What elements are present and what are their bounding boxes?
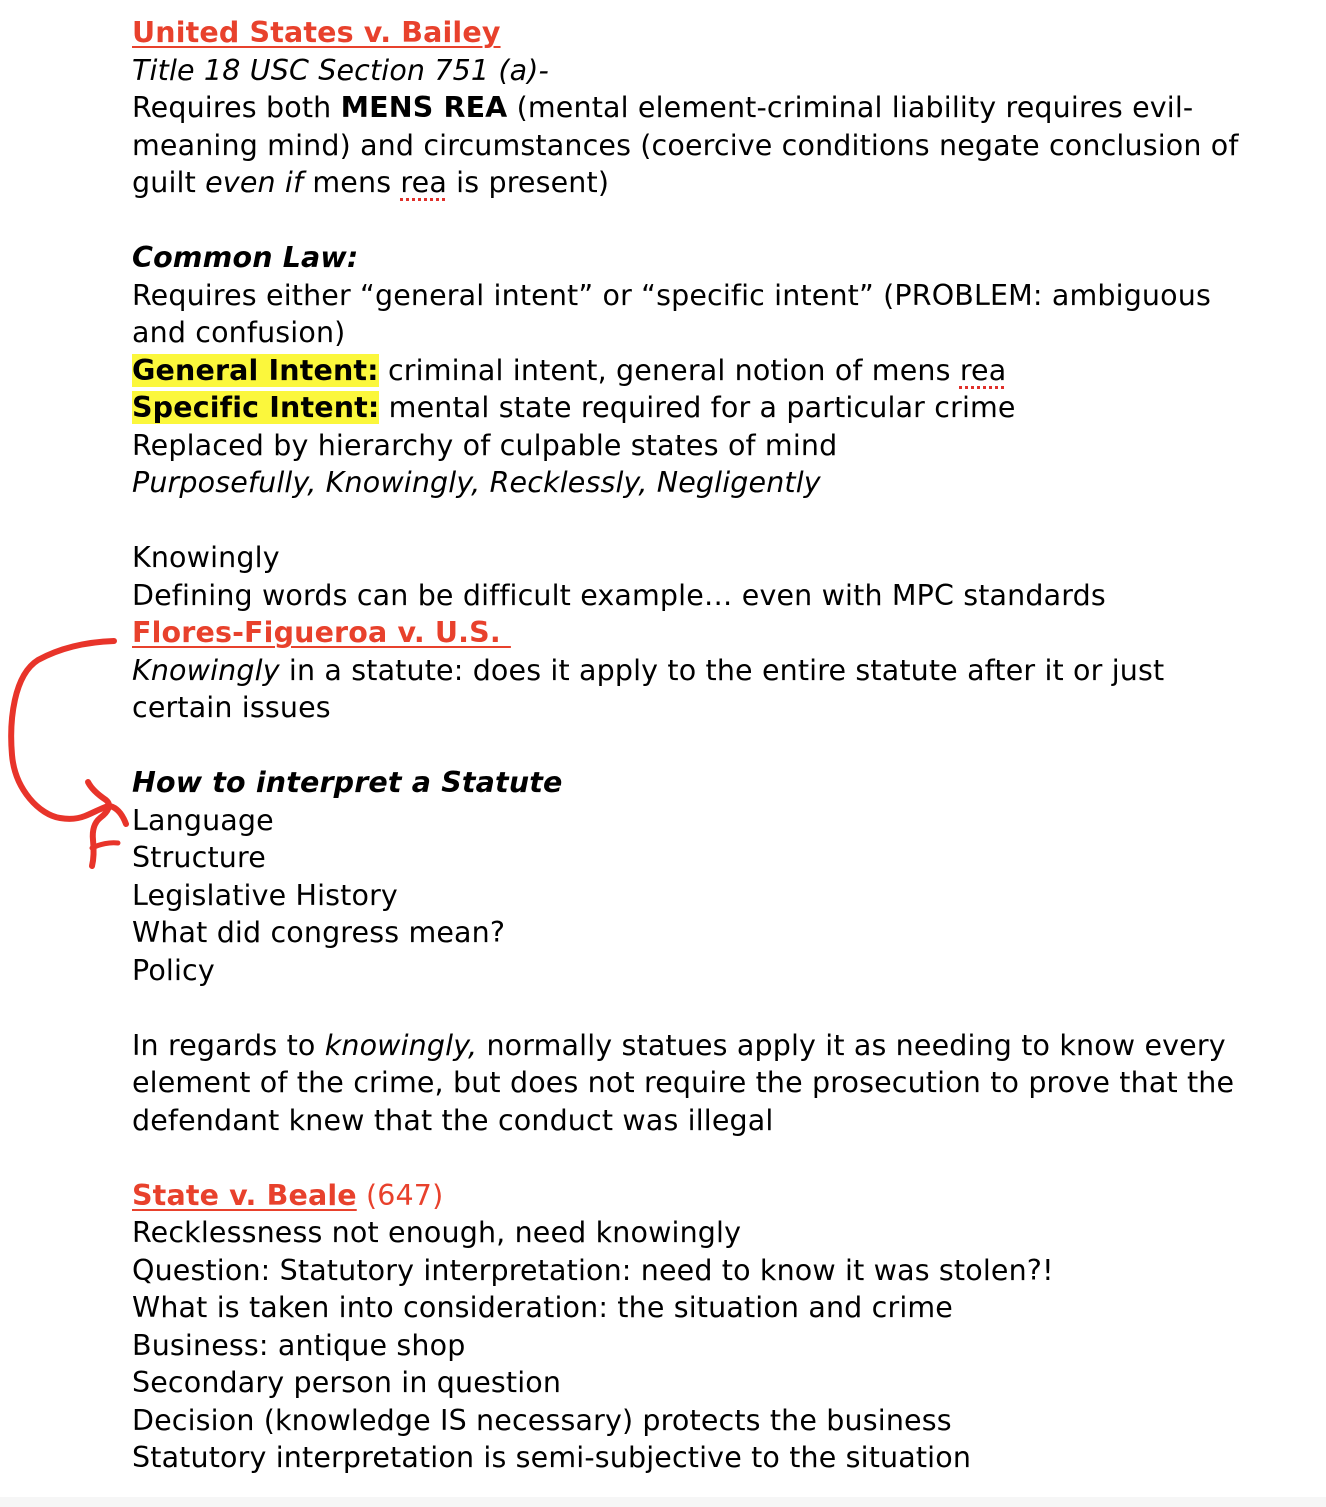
specific-intent-line: Specific Intent: mental state required for a particular crime [132,391,1016,424]
spellcheck-word[interactable]: rea [400,166,447,199]
bailey-requirement-line-3: guilt even if mens rea is present) [132,166,610,199]
beale-page-ref: (647) [356,1178,444,1212]
beale-line: Statutory interpretation is semi-subjective to the situation [132,1441,972,1474]
beale-line: Secondary person in question [132,1366,562,1399]
bailey-requirement-line-1: Requires both MENS REA (mental element-criminal liability requires evil- [132,91,1194,124]
replaced-by-line: Replaced by hierarchy of culpable states of mind [132,428,838,462]
blank-line [132,1139,1302,1177]
spellcheck-word[interactable]: rea [959,353,1007,387]
specific-intent-highlight: Specific Intent: [132,391,380,424]
interpret-item: Structure [132,841,266,874]
culpable-states-line: Purposefully, Knowingly, Recklessly, Negligently [132,466,821,499]
blank-line [132,202,1302,240]
page-bottom-edge [0,1497,1326,1507]
defining-words-line: Defining words can be difficult example… even with MPC standards [132,578,1106,612]
general-intent-line: General Intent: criminal intent, general notion of mens rea [132,353,1007,387]
beale-line: Business: antique shop [132,1328,466,1362]
beale-case-title[interactable]: State v. Beale [132,1178,357,1212]
common-law-requires-line-2: and confusion) [132,316,346,349]
blank-line [132,989,1302,1027]
common-law-requires-line-1: Requires either “general intent” or “specific intent” (PROBLEM: ambiguous [132,278,1211,312]
interpret-item: Policy [132,953,215,987]
document-body [132,14,1302,1477]
interpret-item: Language [132,803,274,837]
beale-line: Question: Statutory interpretation: need to know it was stolen?! [132,1253,1054,1287]
blank-line [132,502,1302,540]
handdrawn-curve [11,641,126,824]
bailey-requirement-line-2: meaning mind) and circumstances (coercive conditions negate conclusion of [132,128,1239,162]
interpret-item: Legislative History [132,878,398,912]
flores-question-line-1: Knowingly in a statute: does it apply to the entire statute after it or just [132,653,1165,687]
regards-line-2: element of the crime, but does not require the prosecution to prove that the [132,1066,1235,1099]
flores-case-line [132,614,1302,652]
flores-case-title[interactable]: Flores-Figueroa v. U.S. [132,616,511,649]
bailey-case-line [132,14,1302,52]
regards-line-1: In regards to knowingly, normally statues apply it as needing to know every [132,1028,1226,1062]
bailey-case-title[interactable]: United States v. Bailey [132,16,501,49]
flores-question-line-2: certain issues [132,691,331,724]
general-intent-highlight: General Intent: [132,353,379,387]
mens-rea-bold: MENS REA [340,91,508,124]
regards-line-3: defendant knew that the conduct was illegal [132,1103,774,1137]
blank-line [132,727,1302,765]
beale-case-line [132,1177,1302,1215]
beale-line: What is taken into consideration: the situation and crime [132,1291,953,1324]
interpret-heading: How to interpret a Statute [132,766,563,799]
beale-line: Recklessness not enough, need knowingly [132,1216,742,1249]
interpret-item: What did congress mean? [132,916,506,949]
bailey-statute: Title 18 USC Section 751 (a)- [132,53,549,87]
arrowhead-icon [88,782,109,866]
knowingly-heading: Knowingly [132,541,280,574]
beale-line: Decision (knowledge IS necessary) protects the business [132,1403,952,1437]
common-law-heading: Common Law: [132,241,359,274]
